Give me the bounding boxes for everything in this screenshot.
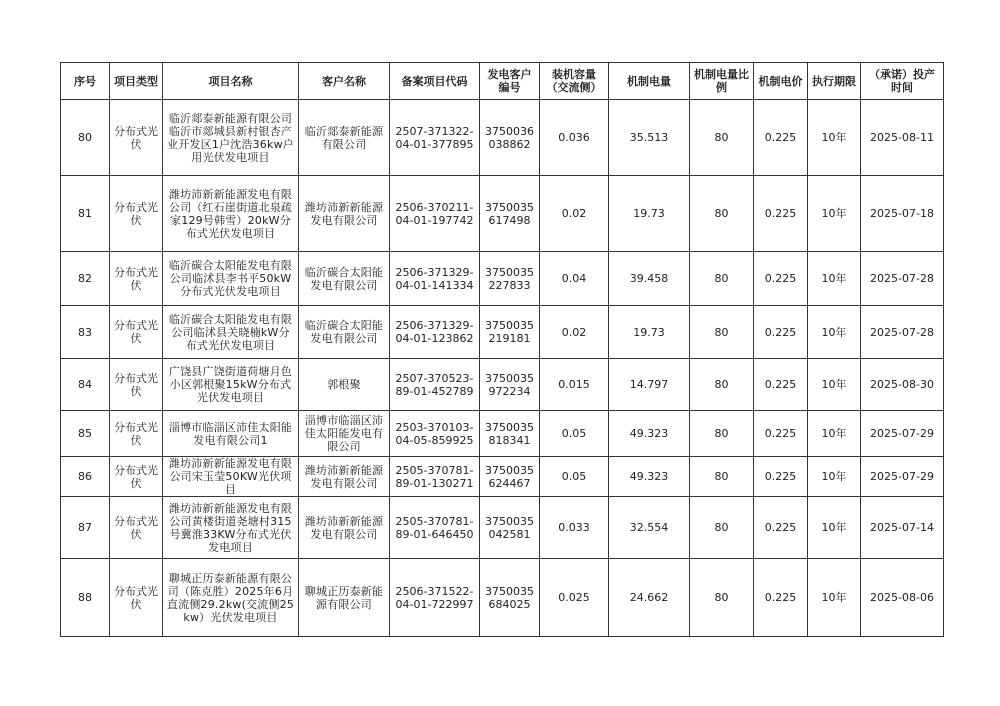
filing-code-cell: 2505-370781-89-01-130271 bbox=[390, 457, 480, 497]
customer-account-cell: 3750035972234 bbox=[480, 359, 540, 411]
term-cell: 10年 bbox=[808, 559, 861, 637]
row-number-cell: 86 bbox=[61, 457, 110, 497]
term-cell: 10年 bbox=[808, 457, 861, 497]
project-type-cell: 分布式光伏 bbox=[110, 176, 163, 252]
mechanism-price-cell: 0.225 bbox=[754, 359, 808, 411]
energy-ratio-cell: 80 bbox=[690, 559, 754, 637]
commission-date-cell: 2025-08-11 bbox=[861, 100, 944, 176]
customer-account-cell: 3750035684025 bbox=[480, 559, 540, 637]
capacity-cell: 0.033 bbox=[540, 497, 609, 559]
energy-ratio-cell: 80 bbox=[690, 411, 754, 457]
filing-code-cell: 2505-370781-89-01-646450 bbox=[390, 497, 480, 559]
mechanism-price-cell: 0.225 bbox=[754, 497, 808, 559]
project-type-cell: 分布式光伏 bbox=[110, 497, 163, 559]
commission-date-cell: 2025-07-29 bbox=[861, 457, 944, 497]
project-table bbox=[60, 62, 944, 637]
customer-name-cell: 临沂郯泰新能源有限公司 bbox=[299, 100, 390, 176]
project-type-cell: 分布式光伏 bbox=[110, 457, 163, 497]
customer-account-cell: 3750035227833 bbox=[480, 252, 540, 306]
customer-account-cell: 3750035624467 bbox=[480, 457, 540, 497]
capacity-cell: 0.036 bbox=[540, 100, 609, 176]
term-cell: 10年 bbox=[808, 411, 861, 457]
table-row bbox=[61, 411, 944, 457]
customer-name-cell: 潍坊沛新新能源发电有限公司 bbox=[299, 457, 390, 497]
energy-ratio-cell: 80 bbox=[690, 252, 754, 306]
table-row bbox=[61, 252, 944, 306]
mechanism-price-cell: 0.225 bbox=[754, 411, 808, 457]
mechanism-energy-cell: 24.662 bbox=[609, 559, 690, 637]
row-number-cell: 85 bbox=[61, 411, 110, 457]
project-name-cell: 潍坊沛新新能源发电有限公司宋玉莹50KW光伏项目 bbox=[163, 457, 299, 497]
commission-date-cell: 2025-07-29 bbox=[861, 411, 944, 457]
term-cell: 10年 bbox=[808, 252, 861, 306]
filing-code-cell: 2506-370211-04-01-197742 bbox=[390, 176, 480, 252]
filing-code-cell: 2506-371329-04-01-141334 bbox=[390, 252, 480, 306]
header-cell: 客户名称 bbox=[299, 63, 390, 100]
capacity-cell: 0.04 bbox=[540, 252, 609, 306]
project-name-cell: 广饶县广饶街道荷塘月色小区郭根聚15kW分布式光伏发电项目 bbox=[163, 359, 299, 411]
mechanism-energy-cell: 19.73 bbox=[609, 176, 690, 252]
mechanism-price-cell: 0.225 bbox=[754, 252, 808, 306]
table-row bbox=[61, 100, 944, 176]
customer-account-cell: 3750035617498 bbox=[480, 176, 540, 252]
customer-account-cell: 3750035219181 bbox=[480, 306, 540, 359]
header-cell: 序号 bbox=[61, 63, 110, 100]
header-cell: 装机容量（交流侧） bbox=[540, 63, 609, 100]
energy-ratio-cell: 80 bbox=[690, 497, 754, 559]
mechanism-energy-cell: 49.323 bbox=[609, 457, 690, 497]
customer-name-cell: 潍坊沛新新能源发电有限公司 bbox=[299, 497, 390, 559]
customer-name-cell: 临沂碳合太阳能发电有限公司 bbox=[299, 252, 390, 306]
term-cell: 10年 bbox=[808, 100, 861, 176]
mechanism-price-cell: 0.225 bbox=[754, 176, 808, 252]
customer-name-cell: 临沂碳合太阳能发电有限公司 bbox=[299, 306, 390, 359]
header-cell: 发电客户编号 bbox=[480, 63, 540, 100]
filing-code-cell: 2506-371329-04-01-123862 bbox=[390, 306, 480, 359]
capacity-cell: 0.05 bbox=[540, 411, 609, 457]
commission-date-cell: 2025-07-18 bbox=[861, 176, 944, 252]
project-name-cell: 聊城正历泰新能源有限公司（陈克胜）2025年6月直流侧29.2kw(交流侧25kw）光伏发电项目 bbox=[163, 559, 299, 637]
row-number-cell: 87 bbox=[61, 497, 110, 559]
project-name-cell: 临沂碳合太阳能发电有限公司临沭县关晓楠kW分布式光伏发电项目 bbox=[163, 306, 299, 359]
header-cell: （承诺）投产时间 bbox=[861, 63, 944, 100]
energy-ratio-cell: 80 bbox=[690, 176, 754, 252]
row-number-cell: 83 bbox=[61, 306, 110, 359]
filing-code-cell: 2507-370523-89-01-452789 bbox=[390, 359, 480, 411]
header-cell: 备案项目代码 bbox=[390, 63, 480, 100]
mechanism-price-cell: 0.225 bbox=[754, 100, 808, 176]
term-cell: 10年 bbox=[808, 497, 861, 559]
row-number-cell: 81 bbox=[61, 176, 110, 252]
table-header-row bbox=[61, 63, 944, 100]
project-name-cell: 临沂碳合太阳能发电有限公司临沭县李书平50kW分布式光伏发电项目 bbox=[163, 252, 299, 306]
commission-date-cell: 2025-07-14 bbox=[861, 497, 944, 559]
energy-ratio-cell: 80 bbox=[690, 306, 754, 359]
table-body bbox=[61, 100, 944, 637]
customer-account-cell: 3750035818341 bbox=[480, 411, 540, 457]
row-number-cell: 82 bbox=[61, 252, 110, 306]
energy-ratio-cell: 80 bbox=[690, 359, 754, 411]
commission-date-cell: 2025-08-06 bbox=[861, 559, 944, 637]
table-row bbox=[61, 306, 944, 359]
term-cell: 10年 bbox=[808, 176, 861, 252]
filing-code-cell: 2503-370103-04-05-859925 bbox=[390, 411, 480, 457]
filing-code-cell: 2507-371322-04-01-377895 bbox=[390, 100, 480, 176]
row-number-cell: 80 bbox=[61, 100, 110, 176]
mechanism-energy-cell: 39.458 bbox=[609, 252, 690, 306]
filing-code-cell: 2506-371522-04-01-722997 bbox=[390, 559, 480, 637]
mechanism-price-cell: 0.225 bbox=[754, 306, 808, 359]
customer-name-cell: 聊城正历泰新能源有限公司 bbox=[299, 559, 390, 637]
project-type-cell: 分布式光伏 bbox=[110, 306, 163, 359]
header-cell: 项目名称 bbox=[163, 63, 299, 100]
project-type-cell: 分布式光伏 bbox=[110, 100, 163, 176]
customer-account-cell: 3750036038862 bbox=[480, 100, 540, 176]
project-name-cell: 潍坊沛新新能源发电有限公司黄楼街道尧塘村315号冀淮33KW分布式光伏发电项目 bbox=[163, 497, 299, 559]
table-row bbox=[61, 176, 944, 252]
customer-name-cell: 郭根聚 bbox=[299, 359, 390, 411]
capacity-cell: 0.02 bbox=[540, 176, 609, 252]
customer-name-cell: 潍坊沛新新能源发电有限公司 bbox=[299, 176, 390, 252]
commission-date-cell: 2025-07-28 bbox=[861, 252, 944, 306]
row-number-cell: 88 bbox=[61, 559, 110, 637]
header-cell: 项目类型 bbox=[110, 63, 163, 100]
project-type-cell: 分布式光伏 bbox=[110, 559, 163, 637]
table-row bbox=[61, 359, 944, 411]
energy-ratio-cell: 80 bbox=[690, 457, 754, 497]
project-name-cell: 潍坊沛新新能源发电有限公司（红石崖街道北泉疏家129号韩雪）20kW分布式光伏发电项目 bbox=[163, 176, 299, 252]
commission-date-cell: 2025-08-30 bbox=[861, 359, 944, 411]
mechanism-energy-cell: 49.323 bbox=[609, 411, 690, 457]
header-cell: 机制电量比例 bbox=[690, 63, 754, 100]
mechanism-energy-cell: 14.797 bbox=[609, 359, 690, 411]
project-type-cell: 分布式光伏 bbox=[110, 252, 163, 306]
mechanism-energy-cell: 35.513 bbox=[609, 100, 690, 176]
mechanism-energy-cell: 32.554 bbox=[609, 497, 690, 559]
mechanism-price-cell: 0.225 bbox=[754, 559, 808, 637]
capacity-cell: 0.015 bbox=[540, 359, 609, 411]
energy-ratio-cell: 80 bbox=[690, 100, 754, 176]
project-type-cell: 分布式光伏 bbox=[110, 411, 163, 457]
commission-date-cell: 2025-07-28 bbox=[861, 306, 944, 359]
project-type-cell: 分布式光伏 bbox=[110, 359, 163, 411]
table-row bbox=[61, 559, 944, 637]
mechanism-energy-cell: 19.73 bbox=[609, 306, 690, 359]
customer-name-cell: 淄博市临淄区沛佳太阳能发电有限公司 bbox=[299, 411, 390, 457]
term-cell: 10年 bbox=[808, 306, 861, 359]
project-name-cell: 临沂郯泰新能源有限公司临沂市郯城县新村银杏产业开发区1户沈浩36kw户用光伏发电项目 bbox=[163, 100, 299, 176]
customer-account-cell: 3750035042581 bbox=[480, 497, 540, 559]
term-cell: 10年 bbox=[808, 359, 861, 411]
capacity-cell: 0.02 bbox=[540, 306, 609, 359]
row-number-cell: 84 bbox=[61, 359, 110, 411]
header-cell: 机制电价 bbox=[754, 63, 808, 100]
table-row bbox=[61, 497, 944, 559]
mechanism-price-cell: 0.225 bbox=[754, 457, 808, 497]
capacity-cell: 0.05 bbox=[540, 457, 609, 497]
capacity-cell: 0.025 bbox=[540, 559, 609, 637]
header-cell: 机制电量 bbox=[609, 63, 690, 100]
table-row bbox=[61, 457, 944, 497]
project-name-cell: 淄博市临淄区沛佳太阳能发电有限公司1 bbox=[163, 411, 299, 457]
header-cell: 执行期限 bbox=[808, 63, 861, 100]
